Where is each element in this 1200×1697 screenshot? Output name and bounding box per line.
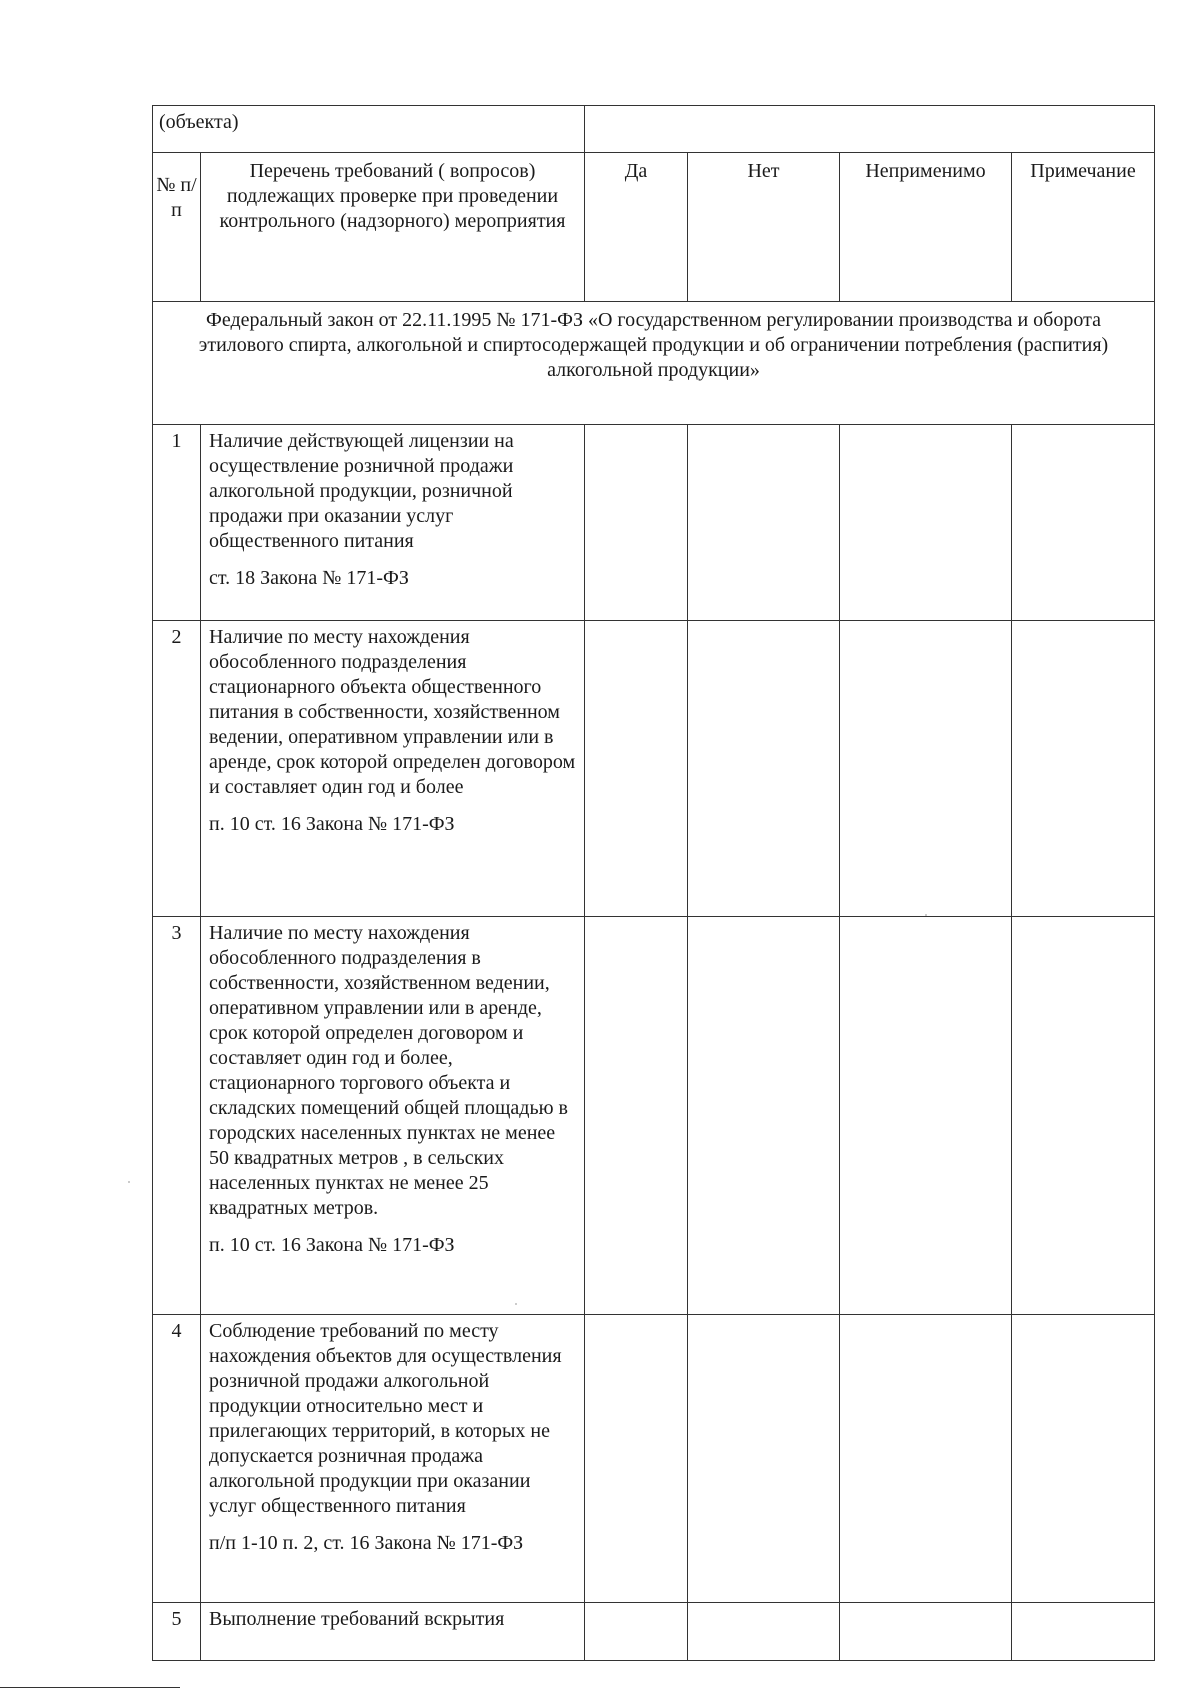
note-cell[interactable] [1012,917,1155,1315]
header-row [153,153,1155,302]
header-yes [585,153,688,302]
requirement-text: Наличие по месту нахождения обособленного подразделения в собственности, хозяйственном ведении, оперативном управлении или в аренде, срок которой определен договором и составляет один год и более, стационарного торгового объекта и складских помещений общей площадью в городских населенных пунктах не менее 50 квадратных метров , в сельских населенных пунктах не менее 25 квадратных метров. [209,922,568,1219]
not-applicable-cell[interactable] [840,1603,1012,1661]
header-no-text: Нет [747,160,780,182]
requirement-reference: п/п 1-10 п. 2, ст. 16 Закона № 171-ФЗ [209,1532,524,1554]
no-cell[interactable] [688,425,840,621]
table-row [153,917,1155,1315]
not-applicable-cell[interactable] [840,621,1012,917]
object-row [153,106,1155,153]
header-not-applicable [840,153,1012,302]
row-requirement [201,917,585,1315]
requirement-text: Наличие действующей лицензии на осуществление розничной продажи алкогольной продукции, розничной продажи при оказании услуг общественного питания [209,430,514,552]
header-note-text: Примечание [1030,160,1136,182]
no-cell[interactable] [688,917,840,1315]
yes-cell[interactable] [585,1315,688,1603]
requirement-text: Соблюдение требований по месту нахождения объектов для осуществления розничной продажи алкогольной продукции относительно мест и прилегающих территорий, в которых не допускается розничная продажа алкогольной продукции при оказании услуг общественного питания [209,1320,562,1517]
note-cell[interactable] [1012,1315,1155,1603]
scan-speck [925,914,927,916]
requirement-reference: п. 10 ст. 16 Закона № 171-ФЗ [209,813,455,835]
law-title: Федеральный закон от 22.11.1995 № 171-ФЗ «О государственном регулировании производства и оборота этилового спирта, алкогольной и спиртосодержащей продукции и об ограничении потребления (распития) алкогольной продукции» [153,302,1155,425]
row-requirement [201,1603,585,1661]
header-num: № п/п [153,153,201,302]
not-applicable-cell[interactable] [840,1315,1012,1603]
yes-cell[interactable] [585,425,688,621]
header-yes-text: Да [624,160,648,182]
row-requirement [201,425,585,621]
requirement-reference: ст. 18 Закона № 171-ФЗ [209,567,409,589]
row-num: 3 [153,917,201,1315]
row-num: 4 [153,1315,201,1603]
row-requirement [201,621,585,917]
note-cell[interactable] [1012,621,1155,917]
no-cell[interactable] [688,1603,840,1661]
header-note [1012,153,1155,302]
note-cell[interactable] [1012,1603,1155,1661]
no-cell[interactable] [688,621,840,917]
requirement-text: Выполнение требований вскрытия [209,1608,505,1630]
yes-cell[interactable] [585,1603,688,1661]
object-label: (объекта) [153,106,585,153]
table-row [153,1603,1155,1661]
requirement-text: Наличие по месту нахождения обособленного подразделения стационарного объекта общественного питания в собственности, хозяйственном ведении, оперативном управлении или в аренде, срок которой определен договором и составляет один год и более [209,626,576,798]
scan-speck [128,1181,130,1183]
checklist-table [152,105,1155,1661]
yes-cell[interactable] [585,621,688,917]
note-cell[interactable] [1012,425,1155,621]
scan-speck [515,1303,517,1305]
header-requirements-text: Перечень требований ( вопросов) подлежащих проверке при проведении контрольного (надзорного) мероприятия [219,160,566,232]
table-row [153,621,1155,917]
row-num: 2 [153,621,201,917]
row-num: 5 [153,1603,201,1661]
not-applicable-cell[interactable] [840,917,1012,1315]
row-num: 1 [153,425,201,621]
header-requirements [201,153,585,302]
object-value-cell [585,106,1155,153]
yes-cell[interactable] [585,917,688,1315]
footnote-separator [0,1687,180,1688]
no-cell[interactable] [688,1315,840,1603]
table-row [153,425,1155,621]
not-applicable-cell[interactable] [840,425,1012,621]
header-not-applicable-text: Неприменимо [865,160,986,182]
header-no [688,153,840,302]
table-row [153,1315,1155,1603]
requirement-reference: п. 10 ст. 16 Закона № 171-ФЗ [209,1234,455,1256]
row-requirement [201,1315,585,1603]
law-title-row [153,302,1155,425]
